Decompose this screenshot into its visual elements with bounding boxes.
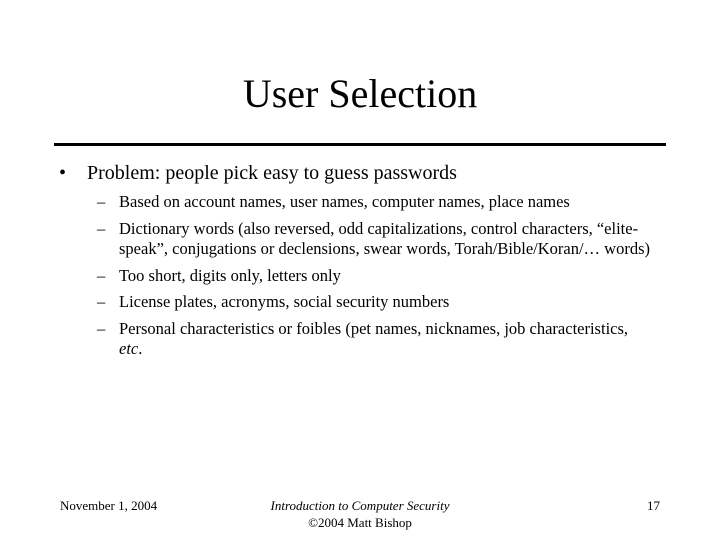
sub-bullet-text: Dictionary words (also reversed, odd capitalizations, control characters, “elite-speak”, conjugations or declensions, swear words, Torah/Bible/Koran/… words)	[119, 218, 651, 258]
sub-bullet-item	[95, 192, 655, 213]
sub-bullet-item	[95, 266, 655, 287]
dash-icon: –	[97, 265, 106, 285]
sub-bullet-item	[95, 319, 655, 360]
footer-course: Introduction to Computer Security	[270, 498, 450, 513]
footer-copyright: ©2004 Matt Bishop	[308, 515, 412, 530]
sub-bullet-item	[95, 219, 655, 260]
sub-bullet-text: Based on account names, user names, computer names, place names	[119, 192, 570, 211]
bullet-icon: •	[59, 162, 67, 184]
title-divider	[54, 143, 666, 146]
sub-bullet-text: Too short, digits only, letters only	[119, 265, 341, 285]
dash-icon: –	[97, 318, 106, 338]
slide-title: User Selection	[242, 71, 478, 116]
sub-bullet-list	[95, 192, 655, 366]
dash-icon: –	[97, 292, 106, 311]
dash-icon: –	[97, 218, 106, 238]
sub-bullet-text: License plates, acronyms, social security numbers	[119, 292, 450, 311]
footer-page-number: 17	[647, 498, 660, 513]
main-bullet-text: Problem: people pick easy to guess passwords	[87, 162, 457, 184]
footer-center	[200, 497, 520, 531]
sub-bullet-emphasis: etc	[119, 339, 139, 358]
footer-date: November 1, 2004	[60, 498, 158, 513]
sub-bullet-item	[95, 292, 655, 313]
sub-bullet-text: Personal characteristics or foibles (pet names, nicknames, job characteristics,	[119, 318, 629, 338]
sub-bullet-period: .	[138, 339, 143, 358]
dash-icon: –	[97, 192, 106, 211]
